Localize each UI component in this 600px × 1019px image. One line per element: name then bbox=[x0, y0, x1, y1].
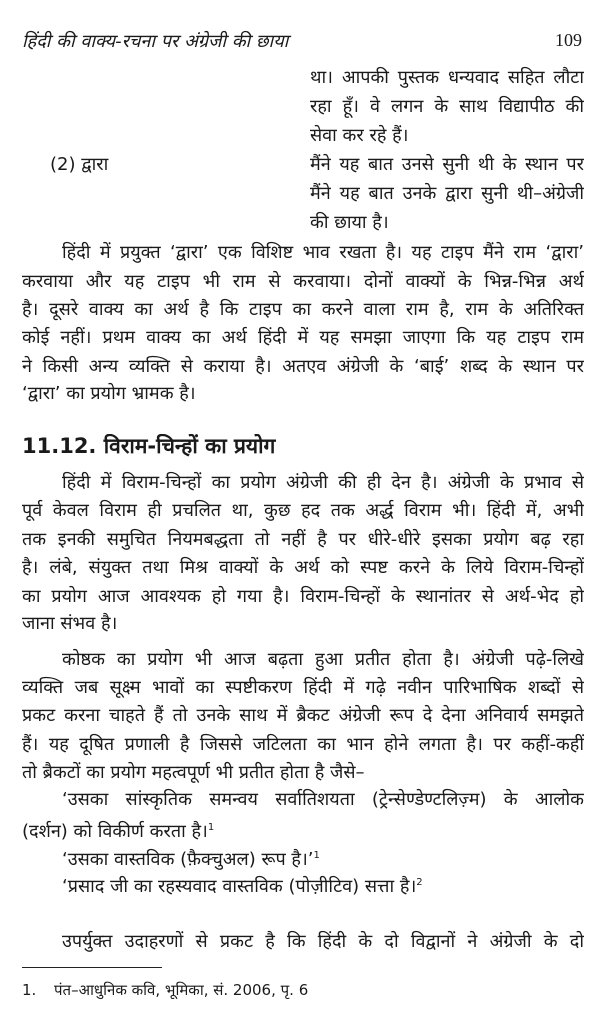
text-line: प्रकट करना चाहते हैं तो उनके साथ में ब्रैकट अंग्रेजी रूप दे देना अनिवार्य समझते bbox=[22, 705, 584, 726]
page-number: 109 bbox=[555, 30, 582, 50]
text-line: का प्रयोग आज आवश्यक हो गया है। विराम-चिन्हों के स्थानांतर से अर्थ-भेद हो bbox=[22, 586, 584, 607]
text-line: था। आपकी पुस्तक धन्यवाद सहित लौटा bbox=[310, 67, 584, 88]
quote-text: (दर्शन) को विकीर्ण करता है। bbox=[22, 821, 208, 842]
text-line: उपर्युक्त उदाहरणों से प्रकट है कि हिंदी के दो विद्वानों ने अंग्रेजी के दो bbox=[62, 931, 584, 952]
text-line: ‘द्वारा’ का प्रयोग भ्रामक है। bbox=[22, 383, 196, 404]
text-line: ने किसी अन्य व्यक्ति से कराया है। अतएव अंग्रेजी के ‘बाई’ शब्द के स्थान पर bbox=[22, 356, 584, 377]
item-label: (2) द्वारा bbox=[50, 154, 109, 175]
text-line: कोष्ठक का प्रयोग भी आज बढ़ता हुआ प्रतीत होता है। अंग्रेजी पढ़े-लिखे bbox=[62, 649, 584, 670]
footnote-text: पंत–आधुनिक कवि, भूमिका, सं. 2006, पृ. 6 bbox=[54, 981, 309, 999]
text-line: सेवा कर रहे हैं। bbox=[310, 125, 409, 146]
text-line: जाना संभव है। bbox=[22, 613, 118, 634]
text-line: है। दूसरे वाक्य का अर्थ है कि टाइप का करने वाला राम है, राम के अतिरिक्त bbox=[22, 299, 584, 320]
quote-line bbox=[62, 844, 584, 872]
footnote-ref: 1 bbox=[313, 850, 320, 861]
text-line: हिंदी में विराम-चिन्हों का प्रयोग अंग्रेजी की ही देन है। अंग्रेजी के प्रभाव से bbox=[62, 472, 584, 493]
running-header: हिंदी की वाक्य-रचना पर अंग्रेजी की छाया bbox=[22, 31, 289, 52]
quote-text: ‘उसका वास्तविक (फ़ैक्चुअल) रूप है।’ bbox=[62, 849, 314, 870]
footnote-divider bbox=[22, 967, 162, 968]
footnote bbox=[22, 978, 584, 1002]
text-line: हिंदी में प्रयुक्त ‘द्वारा’ एक विशिष्ट भाव रखता है। यह टाइप मैंने राम ‘द्वारा’ bbox=[62, 242, 584, 263]
text-line: की छाया है। bbox=[310, 212, 389, 233]
text-line: तो ब्रैकटों का प्रयोग महत्वपूर्ण भी प्रतीत होता है जैसे– bbox=[22, 762, 365, 783]
footnote-number: 1. bbox=[22, 981, 37, 999]
text-line: पूर्व केवल विराम ही प्रचलित था, कुछ हद तक अर्द्ध विराम भी। हिंदी में, अभी bbox=[22, 500, 584, 521]
text-line: व्यक्ति जब सूक्ष्म भावों का स्पष्टीकरण हिंदी में गढ़े नवीन पारिभाषिक शब्दों से bbox=[22, 677, 584, 698]
text-line: करवाया और यह टाइप भी राम से करवाया। दोनों वाक्यों के भिन्न-भिन्न अर्थ bbox=[22, 271, 584, 292]
text-line: रहा हूँ। वे लगन के साथ विद्यापीठ की bbox=[310, 96, 584, 117]
text-line: हैं। यह दूषित प्रणाली है जिससे जटिलता का भान होने लगता है। पर कहीं-कहीं bbox=[22, 734, 584, 755]
text-line: मैंने यह बात उनसे सुनी थी के स्थान पर bbox=[310, 154, 584, 175]
quote-text: ‘प्रसाद जी का रहस्यवाद वास्तविक (पोज़ीटिव) सत्ता है। bbox=[62, 876, 417, 897]
text-line: कोई नहीं। प्रथम वाक्य का अर्थ हिंदी में यह समझा जाएगा कि यह टाइप राम bbox=[22, 327, 584, 348]
text-line: मैंने यह बात उनके द्वारा सुनी थी–अंग्रेजी bbox=[310, 183, 584, 204]
quote-line bbox=[22, 816, 584, 844]
text-line: है। लंबे, संयुक्त तथा मिश्र वाक्यों के अर्थ को स्पष्ट करने के लिये विराम-चिन्हों bbox=[22, 557, 584, 578]
footnote-ref: 2 bbox=[416, 877, 423, 888]
quote-line: ‘उसका सांस्कृतिक समन्वय सर्वातिशयता (ट्रेन्सेण्डेण्टलिज़्म) के आलोक bbox=[62, 789, 584, 810]
footnote-ref: 1 bbox=[207, 822, 215, 833]
section-heading: 11.12. विराम-चिन्हों का प्रयोग bbox=[22, 434, 276, 458]
quote-line bbox=[62, 871, 584, 899]
text-line: तक इनकी समुचित नियमबद्धता तो नहीं है पर धीरे-धीरे इसका प्रयोग बढ़ रहा bbox=[22, 529, 584, 550]
